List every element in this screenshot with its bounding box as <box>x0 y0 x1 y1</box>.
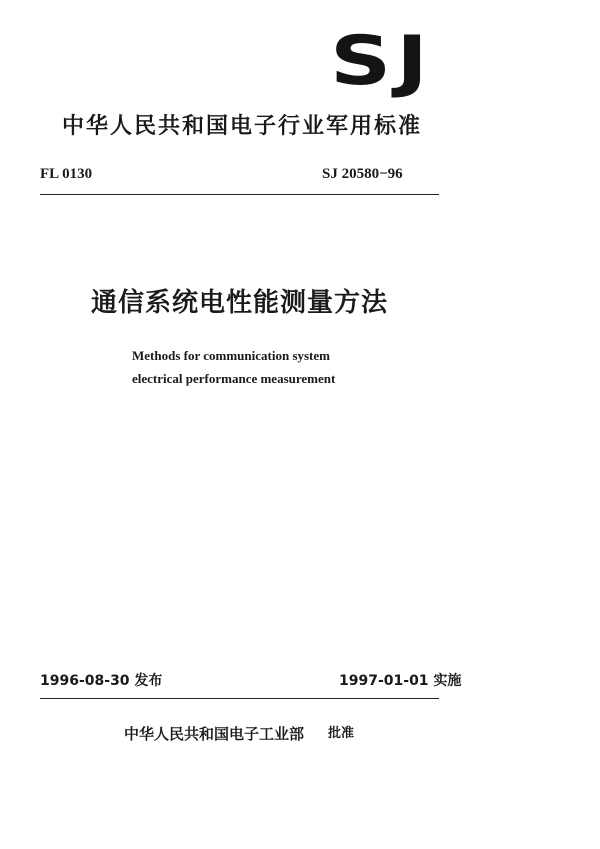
approving-authority: 中华人民共和国电子工业部 <box>124 725 305 743</box>
sj-logo: SJ <box>330 22 433 101</box>
ministry-standard-heading: 中华人民共和国电子行业军用标准 <box>62 114 423 139</box>
document-title-en-line1: Methods for communication system <box>132 348 330 363</box>
issue-date: 1996-08-30 发布 <box>40 673 163 689</box>
implementation-date: 1997-01-01 实施 <box>339 673 462 689</box>
approved-label: 批准 <box>328 726 355 741</box>
standard-number: SJ 20580−96 <box>322 166 403 182</box>
document-title-en-line2: electrical performance measurement <box>132 371 336 386</box>
header-divider <box>40 194 439 195</box>
classification-code: FL 0130 <box>40 166 93 182</box>
footer-divider <box>40 698 439 699</box>
document-title-zh: 通信系统电性能测量方法 <box>91 288 389 318</box>
